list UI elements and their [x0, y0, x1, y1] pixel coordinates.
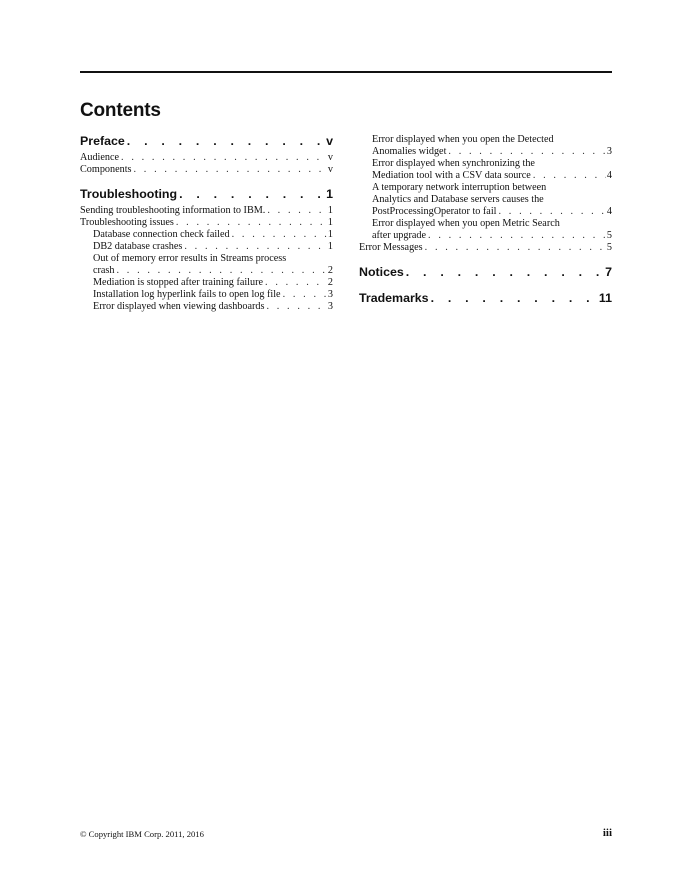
toc-entry-audience[interactable] [80, 152, 333, 164]
toc-entry-network[interactable] [359, 206, 612, 218]
toc-entry-title: Troubleshooting issues [80, 217, 174, 228]
dot-leader [127, 134, 325, 149]
toc-page-number: 1 [327, 205, 333, 216]
page-title: Contents [80, 100, 161, 121]
toc-page-number: 5 [606, 230, 612, 241]
toc-entry-title: Sending troubleshooting information to IBM. [80, 205, 266, 216]
toc-page-number: 1 [327, 217, 333, 228]
toc-page-number: 3 [327, 289, 333, 300]
dot-leader [176, 217, 327, 229]
toc-page-number: 3 [606, 146, 612, 157]
toc-entry-preface[interactable] [80, 134, 333, 149]
toc-entry-dashboards[interactable] [80, 301, 333, 313]
toc-entry-components[interactable] [80, 164, 333, 176]
toc-entry-oom[interactable] [80, 265, 333, 277]
toc-page-number: 2 [327, 277, 333, 288]
header-rule [80, 71, 612, 73]
toc-entry-issues[interactable] [80, 217, 333, 229]
dot-leader [184, 241, 327, 253]
toc-page-number: v [327, 164, 333, 175]
toc-entry-db-connection[interactable] [80, 229, 333, 241]
dot-leader [267, 205, 327, 217]
toc-entry-title: DB2 database crashes [93, 241, 183, 252]
dot-leader [265, 277, 327, 289]
toc-entry-install-log[interactable] [80, 289, 333, 301]
toc-page-number: 2 [327, 265, 333, 276]
toc-entry-title: Database connection check failed [93, 229, 230, 240]
toc-page-number: 4 [606, 170, 612, 181]
toc-left-column [80, 134, 333, 313]
toc-entry-title: Preface [80, 134, 125, 148]
toc-page-number: 4 [606, 206, 612, 217]
toc-entry-title: Error displayed when viewing dashboards [93, 301, 265, 312]
toc-entry-title: Error Messages [359, 242, 423, 253]
toc-entry-title: Installation log hyperlink fails to open log file [93, 289, 281, 300]
toc-page-number: v [327, 152, 333, 163]
dot-leader [448, 146, 605, 158]
toc-page-number: 3 [327, 301, 333, 312]
toc-entry-network-line1[interactable]: A temporary network interruption between [372, 182, 547, 193]
toc-page-number: 1 [326, 187, 333, 201]
toc-page-number: 5 [606, 242, 612, 253]
toc-entry-title: Trademarks [359, 291, 429, 305]
dot-leader [232, 229, 327, 241]
dot-leader [134, 164, 327, 176]
dot-leader [283, 289, 327, 301]
dot-leader [499, 206, 606, 218]
footer-page-number: iii [602, 827, 612, 839]
toc-entry-metric-line1[interactable]: Error displayed when you open Metric Search [372, 218, 560, 229]
toc-entry-network-line2[interactable]: Analytics and Database servers causes the [372, 194, 544, 205]
toc-entry-db2-crashes[interactable] [80, 241, 333, 253]
toc-entry-oom-line1[interactable]: Out of memory error results in Streams process [93, 253, 287, 264]
toc-entry-csv[interactable] [359, 170, 612, 182]
toc-entry-title: Notices [359, 265, 404, 279]
toc-entry-notices[interactable] [359, 265, 612, 280]
toc-entry-title: Troubleshooting [80, 187, 178, 201]
toc-entry-title: Anomalies widget [372, 146, 447, 157]
toc-entry-title: Mediation tool with a CSV data source [372, 170, 531, 181]
dot-leader [428, 230, 606, 242]
toc-right-column [359, 134, 612, 309]
toc-page-number: 1 [327, 229, 333, 240]
dot-leader [406, 265, 604, 280]
dot-leader [117, 265, 327, 277]
dot-leader [431, 291, 598, 306]
footer-copyright: © Copyright IBM Corp. 2011, 2016 [80, 829, 204, 839]
dot-leader [121, 152, 327, 164]
dot-leader [266, 301, 326, 313]
toc-entry-title: after upgrade [372, 230, 427, 241]
toc-entry-csv-line1[interactable]: Error displayed when synchronizing the [372, 158, 535, 169]
toc-page-number: 11 [598, 291, 612, 305]
dot-leader [533, 170, 606, 182]
toc-entry-sending-info[interactable] [80, 205, 333, 217]
dot-leader [179, 187, 325, 202]
toc-page-number: 7 [605, 265, 612, 279]
toc-entry-title: Components [80, 164, 132, 175]
toc-entry-title: PostProcessingOperator to fail [372, 206, 497, 217]
toc-entry-detected-line1[interactable]: Error displayed when you open the Detected [372, 134, 554, 145]
toc-entry-title: Audience [80, 152, 120, 163]
toc-entry-mediation-stopped[interactable] [80, 277, 333, 289]
toc-entry-metric-search[interactable] [359, 230, 612, 242]
toc-entry-detected-anomalies[interactable] [359, 146, 612, 158]
toc-entry-title: crash [93, 265, 115, 276]
toc-entry-trademarks[interactable] [359, 291, 612, 306]
toc-page-number: v [326, 134, 333, 148]
dot-leader [425, 242, 606, 254]
toc-entry-title: Mediation is stopped after training failure [93, 277, 264, 288]
toc-entry-error-messages[interactable] [359, 242, 612, 254]
toc-entry-troubleshooting[interactable] [80, 187, 333, 202]
toc-page-number: 1 [327, 241, 333, 252]
